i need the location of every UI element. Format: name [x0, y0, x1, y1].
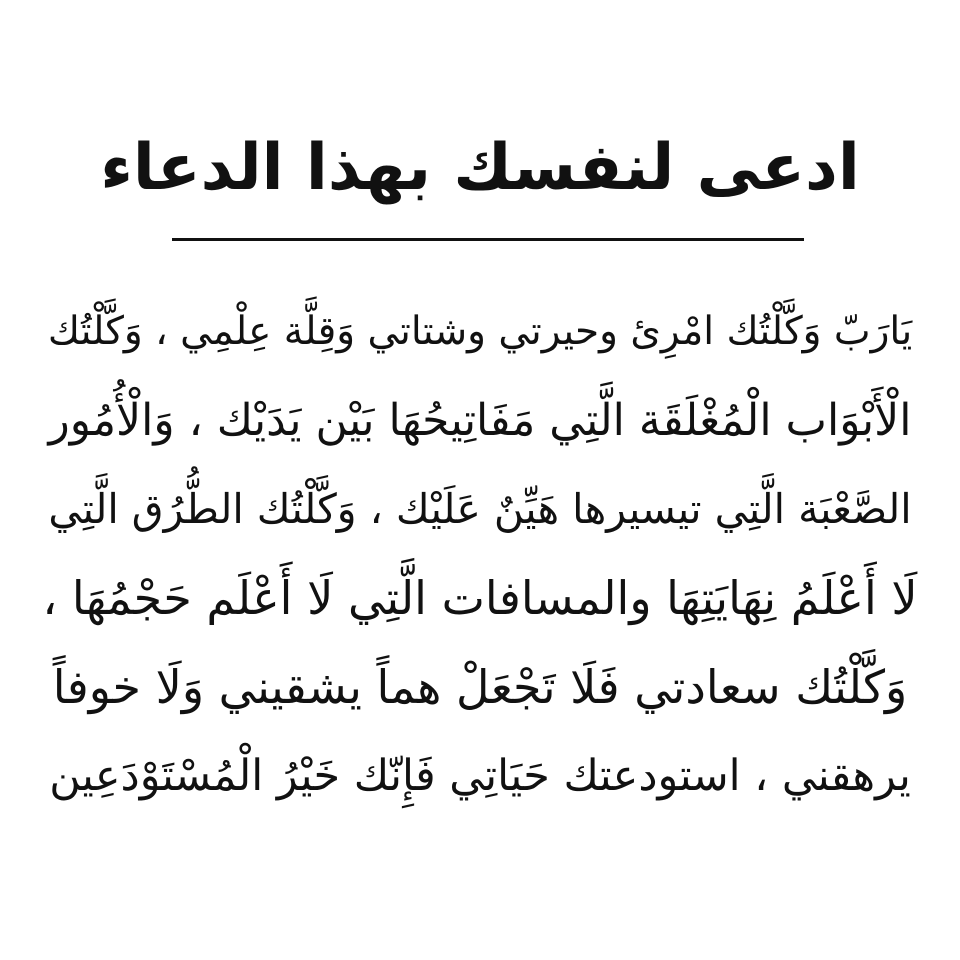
title-divider: [172, 238, 804, 241]
dua-text: [40, 287, 920, 821]
dua-line-5: وَكَّلْتُك سعادتي فَلَا تَجْعَلْ هماً يشقيني وَلَا خوفاً: [52, 660, 908, 714]
dua-line-3: الصَّعْبَة الَّتِي تيسيرها هَيِّنٌ عَلَيْك ، وَكَّلْتُك الطُّرُق الَّتِي: [48, 485, 912, 533]
dua-line-2: الْأَبْوَاب الْمُغْلَقَة الَّتِي مَفَاتِيحُهَا بَيْن يَدَيْك ، وَالْأُمُور: [48, 395, 912, 446]
dua-line-4: لَا أَعْلَمُ نِهَايَتِهَا والمسافات الَّتِي لَا أَعْلَم حَجْمُهَا ،: [42, 571, 918, 625]
dua-line-1: يَارَبّ وَكَّلْتُك امْرِئ وحيرتي وشتاتي وَقِلَّة عِلْمِي ، وَكَّلْتُك: [47, 309, 913, 354]
page-title: ادعى لنفسك بهذا الدعاء: [100, 131, 860, 205]
dua-line-6: يرهقني ، استودعتك حَيَاتِي فَإِنّك خَيْرُ الْمُسْتَوْدَعِين: [49, 751, 911, 801]
